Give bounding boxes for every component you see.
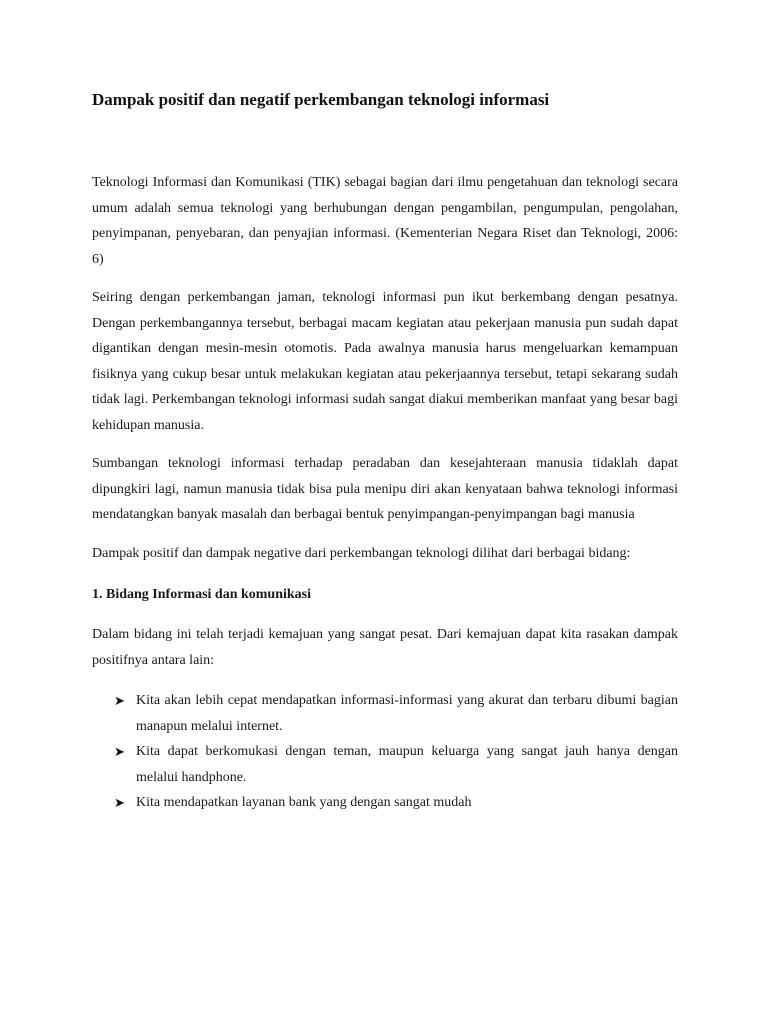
- list-item-text: Kita dapat berkomukasi dengan teman, maupun keluarga yang sangat jauh hanya dengan melalui handphone.: [136, 744, 678, 785]
- list-item-text: Kita mendapatkan layanan bank yang dengan sangat mudah: [136, 795, 472, 810]
- section-heading: 1. Bidang Informasi dan komunikasi: [92, 587, 312, 602]
- document-page: [92, 88, 678, 816]
- list-item: [92, 739, 678, 790]
- list-item: [92, 688, 678, 739]
- paragraph-contribution: Sumbangan teknologi informasi terhadap peradaban dan kesejahteraan manusia tidaklah dapat dipungkiri lagi, namun manusia tidak bisa pula menipu diri akan kenyataan bahwa teknologi informasi mendatangkan banyak masalah dan berbagai bentuk penyimpangan-penyimpangan bagi manusia: [92, 456, 678, 522]
- paragraph-impact-intro: Dampak positif dan dampak negative dari perkembangan teknologi dilihat dari berbagai bidang:: [92, 545, 631, 561]
- paragraph-tik-definition: Teknologi Informasi dan Komunikasi (TIK) sebagai bagian dari ilmu pengetahuan dan teknologi secara umum adalah semua teknologi yang berhubungan dengan pengambilan, pengumpulan, pengolahan, penyimpanan, penyebaran, dan penyajian informasi. (Kementerian Negara Riset dan Teknologi, 2006: 6): [92, 175, 678, 267]
- paragraph-development: Seiring dengan perkembangan jaman, teknologi informasi pun ikut berkembang dengan pesatnya. Dengan perkembangannya tersebut, berbagai macam kegiatan atau pekerjaan manusia pun sudah dapat digantikan dengan mesin-mesin otomotis. Pada awalnya manusia harus mengeluarkan kemampuan fisiknya yang cukup besar untuk melakukan kegiatan atau pekerjaannya tersebut, tetapi sekarang sudah tidak lagi. Perkembangan teknologi informasi sudah sangat diakui memberikan manfaat yang besar bagi kehidupan manusia.: [92, 290, 678, 433]
- document-title: Dampak positif dan negatif perkembangan teknologi informasi: [92, 90, 550, 109]
- list-item-text: Kita akan lebih cepat mendapatkan informasi-informasi yang akurat dan terbaru dibumi bagian manapun melalui internet.: [136, 693, 678, 734]
- section-intro: Dalam bidang ini telah terjadi kemajuan yang sangat pesat. Dari kemajuan dapat kita rasakan dampak positifnya antara lain:: [92, 627, 678, 668]
- arrowhead-bullet-icon: ➤: [114, 795, 125, 810]
- arrowhead-bullet-icon: ➤: [114, 744, 125, 759]
- arrowhead-bullet-icon: ➤: [114, 693, 125, 708]
- list-item: [92, 790, 678, 816]
- positive-impact-list: [92, 688, 678, 816]
